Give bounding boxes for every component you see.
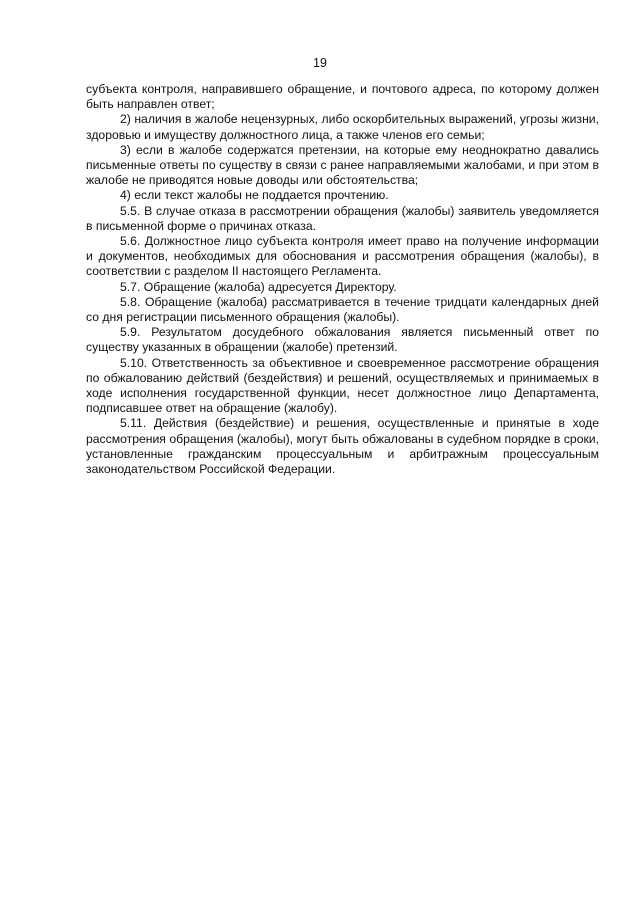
paragraph-5-6: 5.6. Должностное лицо субъекта контроля имеет право на получение информации и документов, необходимых для обоснования и рассмотрения обращения (жалобы), в соответствии с разделом II настоящего Регламента. [86,234,599,279]
paragraph-5-8: 5.8. Обращение (жалоба) рассматривается в течение тридцати календарных дней со дня регистрации письменного обращения (жалобы). [86,294,599,325]
paragraph-5-9: 5.9. Результатом досудебного обжалования является письменный ответ по существу указанных в обращении (жалобе) претензий. [86,325,599,355]
paragraph-5-11: 5.11. Действия (бездействие) и решения, осуществленные и принятые в ходе рассмотрения обращения (жалобы), могут быть обжалованы в судебном порядке в сроки, установленные гражданским процессуальным и арбитражным процессуальным законодательством Российской Федерации. [86,416,599,477]
document-body [86,82,599,477]
page-number: 19 [313,56,327,70]
paragraph-item-3: 3) если в жалобе содержатся претензии, на которые ему неоднократно давались письменные ответы по существу в связи с ранее направляемыми жалобами, и при этом в жалобе не приводятся новые доводы или обстоятельства; [86,142,599,188]
paragraph-5-7: 5.7. Обращение (жалоба) адресуется Директору. [120,279,397,294]
paragraph-5-5: 5.5. В случае отказа в рассмотрении обращения (жалобы) заявитель уведомляется в письменной форме о причинах отказа. [86,203,599,233]
paragraph-item-4: 4) если текст жалобы не поддается прочтению. [120,188,389,203]
paragraph-item-2: 2) наличия в жалобе нецензурных, либо оскорбительных выражений, угрозы жизни, здоровью и имуществу должностного лица, а также членов его семьи; [86,112,599,142]
paragraph-continuation: субъекта контроля, направившего обращение, и почтового адреса, по которому должен быть направлен ответ; [86,82,599,112]
paragraph-5-10: 5.10. Ответственность за объективное и своевременное рассмотрение обращения по обжалованию действий (бездействия) и решений, осуществляемых и принимаемых в ходе исполнения государственной функции, несет должностное лицо Департамента, подписавшее ответ на обращение (жалобу). [86,355,599,416]
